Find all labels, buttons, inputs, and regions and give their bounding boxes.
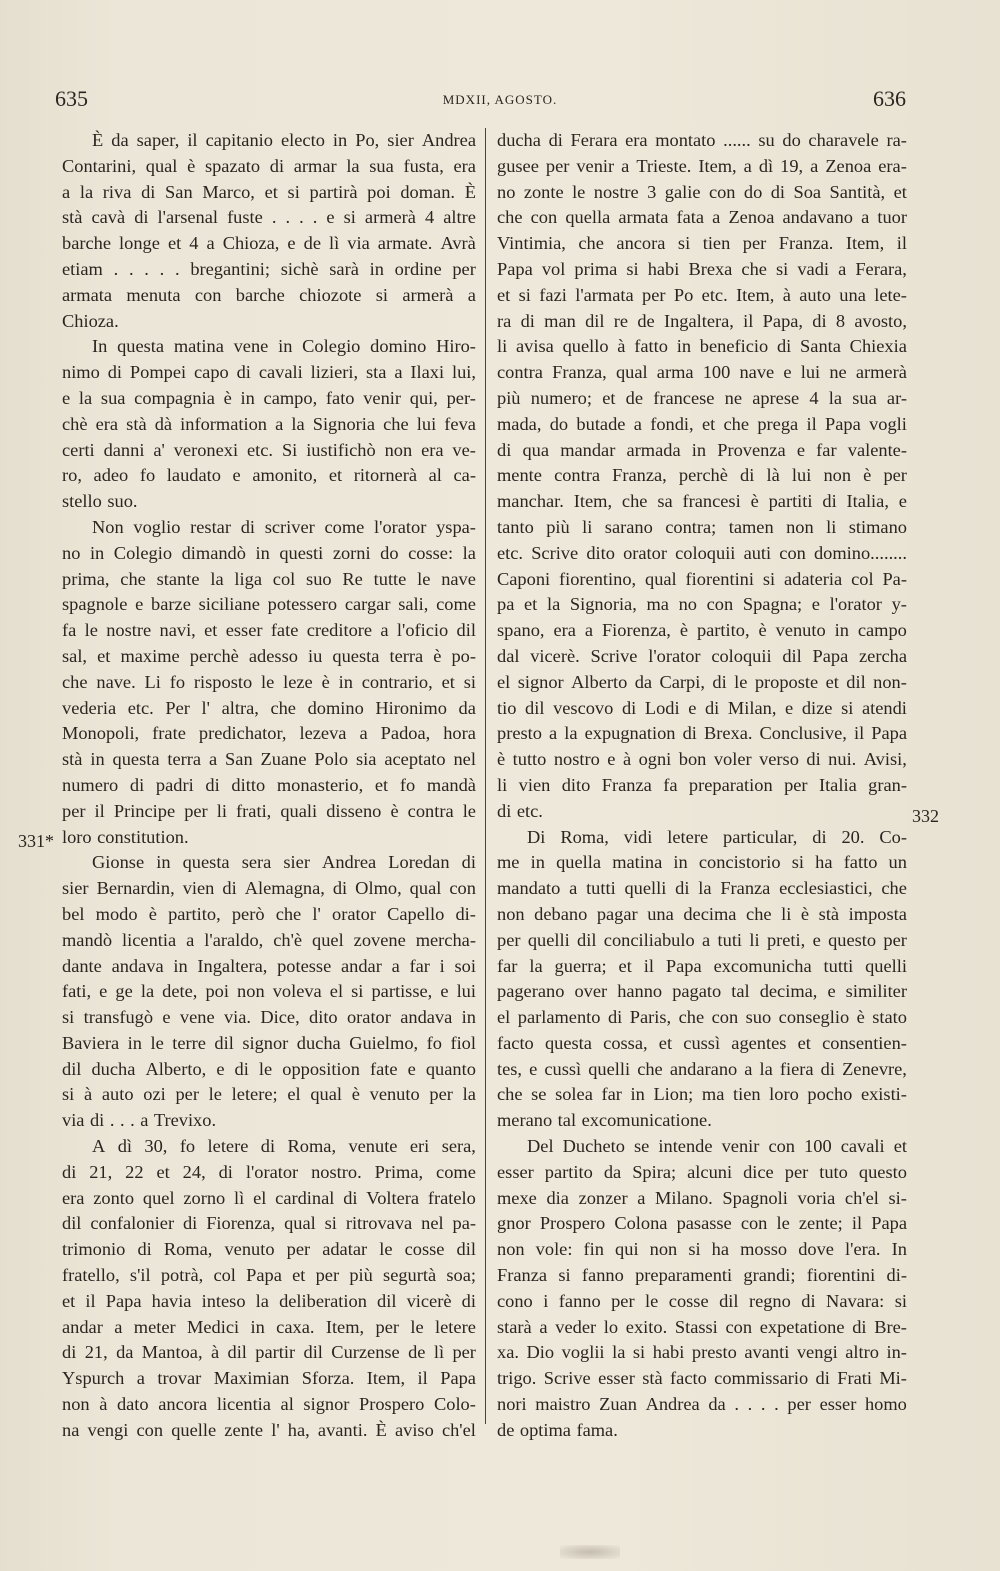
text-line: trigo. Scrive esser stà facto commissario di Frati Mi- (497, 1368, 907, 1389)
text-line: dil ducha Alberto, e di le opposition fate e quanto (62, 1058, 476, 1079)
text-line: mente contra Franza, perchè di là lui non è per (497, 465, 907, 486)
text-line: et si fazi l'armata per Po etc. Item, à auto una lete- (497, 284, 907, 305)
text-line: Vintimia, che ancora si tien per Franza. Item, il (497, 233, 907, 254)
right-margin-note: 332 (912, 806, 939, 826)
text-line: de optima fama. (497, 1419, 618, 1440)
text-line: Del Ducheto se intende venir con 100 cavali et (527, 1136, 907, 1157)
text-line: presto a la expugnation di Brexa. Conclusive, il Papa (497, 723, 907, 744)
text-line: dal vicerè. Scrive l'orator coloquii dil Papa zercha (497, 645, 907, 666)
page-header (0, 86, 1000, 116)
text-line: Franza si fanno preparamenti grandi; fiorentini di- (497, 1265, 907, 1286)
text-line: mada, do butade a fondi, et che prega il Papa vogli (497, 413, 907, 434)
text-line: ducha di Ferara era montato ...... su do charavele ra- (497, 130, 907, 150)
running-title: MDXII, AGOSTO. (442, 92, 558, 107)
text-line: cono i fanno per le cosse dil regno di Navara: si (497, 1290, 907, 1311)
text-line: chè era stà dà information a la Signoria che lui feva (62, 413, 476, 434)
column-divider (485, 128, 486, 1424)
text-line: el signor Alberto da Carpi, di le proposte et dil non- (497, 671, 907, 692)
text-line: Caponi fiorentino, qual fiorentini si adateria col Pa- (497, 568, 907, 589)
text-line: Di Roma, vidi letere particular, di 20. Co- (527, 826, 907, 847)
text-line: stello suo. (62, 491, 138, 512)
text-line: nori maistro Zuan Andrea da . . . . per esser homo (497, 1394, 907, 1415)
text-line: sal, et maxime perchè adesso iu questa terra è po- (62, 645, 476, 666)
text-line: Contarini, qual è spazato di armar la sua fusta, era (62, 155, 476, 176)
text-line: gnor Prospero Colona pasasse con le zente; il Papa (497, 1213, 907, 1234)
text-line: vederia etc. Per l' altra, che domino Hironimo da (62, 697, 476, 718)
left-page-number: 635 (55, 86, 88, 111)
text-line: bel modo è partito, però che l' orator Capello di- (62, 903, 476, 924)
text-line: era zonto quel zorno lì el cardinal di Voltera fratelo (62, 1187, 476, 1208)
text-line: manchar. Item, che sa francesi è partiti di Italia, e (497, 491, 907, 512)
text-line: ro, adeo fo laudato e amonito, et ritornerà al ca- (62, 465, 476, 486)
text-line: prima, che stante la liga col suo Re tutte le nave (62, 568, 476, 589)
text-line: dil confalonier di Fiorenza, qual si ritrovava nel pa- (62, 1213, 476, 1234)
text-line: Chioza. (62, 310, 119, 331)
text-line: e la sua compagnia è in campo, fato venir qui, per- (62, 387, 476, 408)
text-line: tio dil vescovo di Lodi e di Milan, e dize si atendi (497, 697, 907, 718)
text-line: Papa vol prima si habi Brexa che si vadi a Ferara, (497, 258, 907, 279)
text-line: fa le nostre navi, et esser fate creditore a l'oficio dil (62, 620, 476, 641)
text-line: Monopoli, frate predichator, lezeva a Padoa, hora (62, 723, 476, 744)
text-line: sier Bernardin, vien di Alemagna, di Olmo, qual con (62, 878, 476, 899)
text-line: li vien dito Franza fa preparation per Italia gran- (497, 774, 907, 795)
text-line: starà a veder lo exito. Stassi con expetatione di Bre- (497, 1316, 907, 1337)
text-line: che nave. Li fo risposto le leze è in contrario, et si (62, 671, 476, 692)
text-line: etiam . . . . . bregantini; sichè sarà in ordine per (62, 258, 476, 279)
text-line: stà cavà di l'arsenal fuste . . . . e si armerà 4 altre (62, 207, 476, 228)
text-line: pagerano over hanno pagato tal decima, e similiter (497, 981, 907, 1002)
text-line: È da saper, il capitanio electo in Po, sier Andrea (92, 130, 476, 150)
text-line: me in quella matina in concistorio si ha fatto un (497, 852, 907, 873)
text-line: si à auto ozi per le letere; el qual è venuto per la (62, 1084, 476, 1105)
text-line: loro constitution. (62, 826, 189, 847)
text-line: etc. Scrive dito orator coloquii auti con domino........ (497, 542, 907, 563)
text-line: non vole: fin qui non si ha mosso dove l'era. In (497, 1239, 907, 1260)
text-line: per quelli dil conciliabulo a tuti li preti, e questo per (497, 929, 907, 950)
text-line: far la guerra; et il Papa excomunicha tutti quelli (497, 955, 907, 976)
text-line: trimonio di Roma, venuto per adatar le cosse dil (62, 1239, 476, 1260)
text-line: gusee per venir a Trieste. Item, a dì 19, a Zenoa era- (497, 155, 907, 176)
left-text-column (62, 128, 476, 1444)
text-line: certi danni a' veronexi etc. Si iustifichò non era ve- (62, 439, 476, 460)
text-line: Baviera in le terre dil signor ducha Guielmo, fo fiol (62, 1032, 476, 1053)
text-line: più numero; et de francese ne aprese 4 la sua ar- (497, 387, 907, 408)
text-line: che con quella armata fata a Zenoa andavano a tuor (497, 207, 907, 228)
text-line: esser partito da Spira; alcuni dice per tuto questo (497, 1161, 907, 1182)
text-line: nimo di Pompei capo di cavali lizieri, sta a Ilaxi lui, (62, 362, 476, 383)
right-text-column (497, 128, 907, 1444)
text-line: che se solea far in Lion; ma tien loro pocho existi- (497, 1084, 907, 1105)
paper-stain (560, 1545, 620, 1559)
text-line: li avisa quello à fatto in beneficio di Santa Chiexia (497, 336, 907, 357)
text-line: mandato a tutti quelli di la Franza ecclesiastici, che (497, 878, 907, 899)
text-line: di 21, 22 et 24, di l'orator nostro. Prima, come (62, 1161, 476, 1182)
text-line: el parlamento di Paris, che con suo conseglio è stato (497, 1007, 907, 1028)
text-line: na vengi con quelle zente l' ha, avanti. È aviso ch'el (62, 1419, 476, 1440)
text-line: tes, e cussì quelli che andarano a la fiera di Zenevre, (497, 1058, 907, 1079)
left-margin-note: 331* (18, 831, 54, 851)
text-line: non debano pagar una decima che li è stà imposta (497, 903, 907, 924)
text-line: fratello, s'il potrà, col Papa et per più segurtà soa; (62, 1265, 476, 1286)
text-line: fati, e ge la dete, poi non voleva el si partisse, e lui (62, 981, 476, 1002)
text-line: pa et la Signoria, ma no con Spagna; e l'orator y- (497, 594, 907, 615)
text-line: dante andava in Ingaltera, potesse andar a far i soi (62, 955, 476, 976)
text-line: per il Principe per li frati, quali disseno è contra le (62, 800, 476, 821)
text-line: di qua mandar armada in Provenza e far valente- (497, 439, 907, 460)
text-line: In questa matina vene in Colegio domino Hiro- (92, 336, 476, 357)
text-line: et il Papa havia inteso la deliberation dil vicerè di (62, 1290, 476, 1311)
text-line: di etc. (497, 800, 543, 821)
text-line: spagnole e barze siciliane potessero cargar sali, come (62, 594, 476, 615)
text-line: armata menuta con barche chiozote si armerà a (62, 284, 476, 305)
text-line: barche longe et 4 a Chioza, e de lì via armate. Avrà (62, 233, 476, 254)
text-line: numero di padri di ditto monasterio, et fo mandà (62, 774, 476, 795)
text-line: Non voglio restar di scriver come l'orator yspa- (92, 516, 476, 537)
text-line: andar a meter Medici in caxa. Item, per le letere (62, 1316, 476, 1337)
text-line: tanto più li sarano contra; tamen non li stimano (497, 516, 907, 537)
text-line: non à dato ancora licentia al signor Prospero Colo- (62, 1394, 476, 1415)
text-line: Gionse in questa sera sier Andrea Loredan di (92, 852, 476, 873)
right-page-number: 636 (873, 86, 906, 111)
text-line: via di . . . a Trevixo. (62, 1110, 217, 1131)
text-line: stà in questa terra a San Zuane Polo sia aceptato nel (62, 749, 476, 770)
text-line: no zonte le nostre 3 galie con do di Soa Santità, et (497, 181, 907, 202)
text-line: mandò licentia a l'araldo, ch'è quel zovene mercha- (62, 929, 476, 950)
text-line: facto questa cossa, et cussì agentes et consentien- (497, 1032, 907, 1053)
text-line: di 21, da Mantoa, à dil partir dil Curzense de lì per (62, 1342, 476, 1363)
text-line: ra di man dil re de Ingaltera, il Papa, di 8 avosto, (497, 310, 907, 331)
text-line: a la riva di San Marco, et si partirà poi doman. È (62, 181, 476, 202)
text-line: è tutto nostro e à ogni bon voler verso di nui. Avisi, (497, 749, 907, 770)
text-line: A dì 30, fo letere di Roma, venute eri sera, (92, 1136, 476, 1157)
text-line: contra Franza, qual arma 100 nave e lui ne armerà (497, 362, 907, 383)
text-line: merano tal excomunicatione. (497, 1110, 712, 1131)
text-line: no in Colegio dimandò in questi zorni do cosse: la (62, 542, 476, 563)
text-line: spano, era a Fiorenza, è partito, è venuto in campo (497, 620, 907, 641)
text-line: Yspurch a trovar Maximian Sforza. Item, il Papa (62, 1368, 476, 1389)
text-line: mexe dia zonzer a Milano. Spagnoli voria ch'el si- (497, 1187, 907, 1208)
text-line: si transfugò e vene via. Dice, dito orator andava in (62, 1007, 476, 1028)
text-line: xa. Dio voglii la si habi presto avanti vengi altro in- (497, 1342, 907, 1363)
